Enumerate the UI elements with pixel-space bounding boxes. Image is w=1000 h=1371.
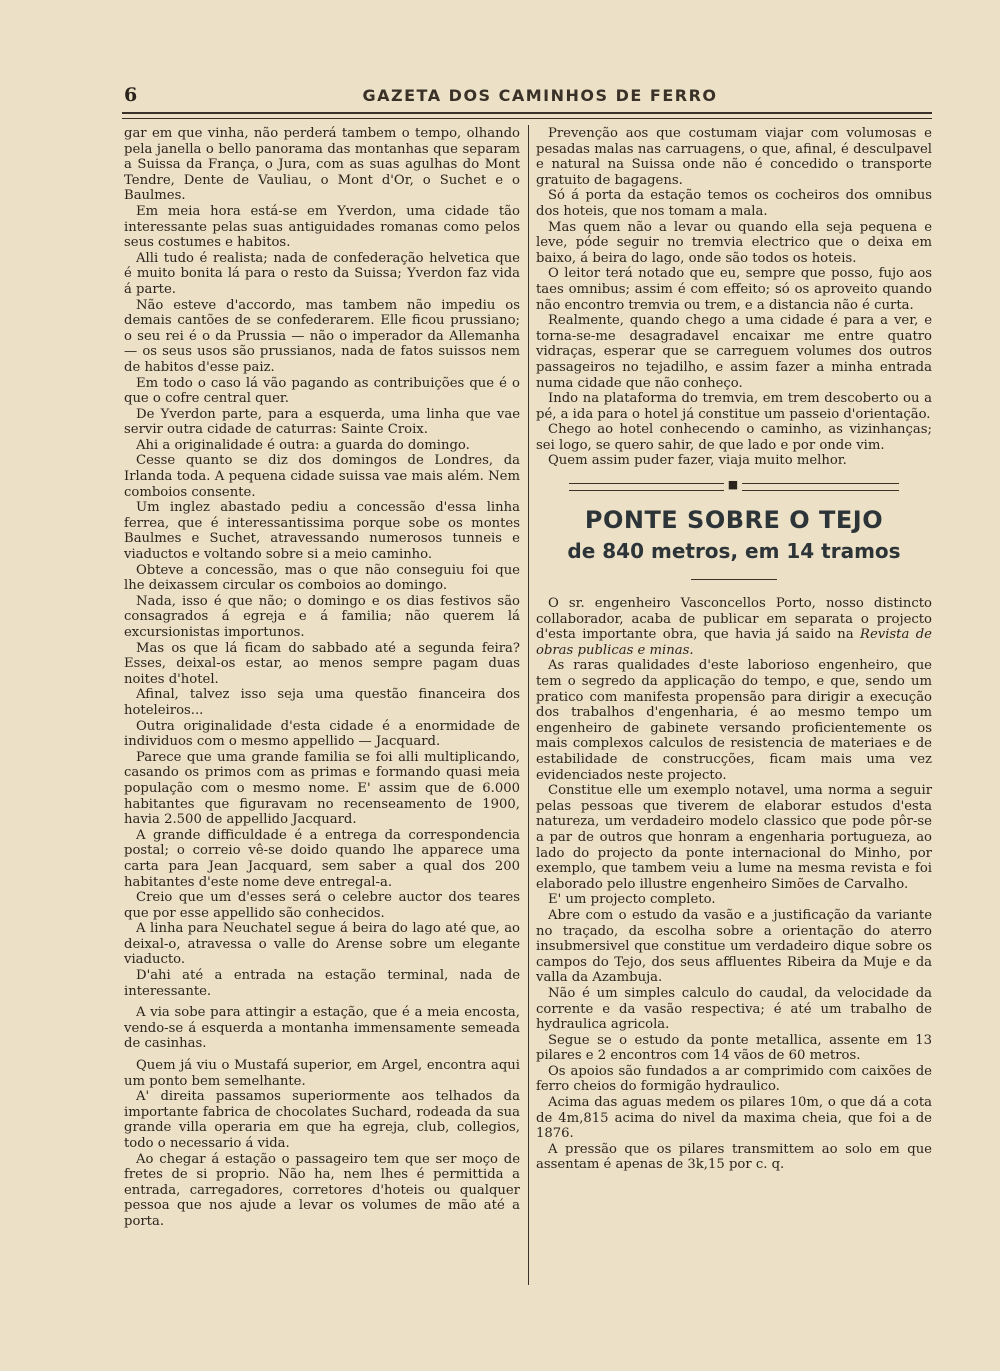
page-number: 6: [124, 84, 138, 106]
paragraph: Os apoios são fundados a ar comprimido com caixões de ferro cheios do formigão hydraulico.: [536, 1063, 932, 1095]
paragraph: De Yverdon parte, para a esquerda, uma linha que vae servir outra cidade de caturras: Sainte Croix.: [124, 406, 520, 438]
paragraph: Constitue elle um exemplo notavel, uma norma a seguir pelas pessoas que tiverem de elaborar estudos d'esta natureza, um verdadeiro modelo classico que pode pôr-se a par de outros que honram a engenharia portugueza, ao lado do projecto da ponte internacional do Minho, por exemplo, que tambem veiu a lume na mesma revista e foi elaborado pelo illustre engenheiro Simões de Carvalho.: [536, 783, 932, 892]
right-column: [536, 126, 932, 1173]
paragraph: A via sobe para attingir a estação, que é a meia encosta, vendo-se á esquerda a montanha immensamente semeada de casinhas.: [124, 1005, 520, 1052]
paragraph: Mas quem não a levar ou quando ella seja pequena e leve, póde seguir no tremvia electrico que o deixa em baixo, á beira do lago, onde são todos os hoteis.: [536, 219, 932, 266]
paragraph: A' direita passamos superiormente aos telhados da importante fabrica de chocolates Suchard, rodeada da sua grande villa operaria em que ha egreja, club, collegios, todo o necessario á vida.: [124, 1089, 520, 1151]
paragraph: Quem já viu o Mustafá superior, em Argel, encontra aqui um ponto bem semelhante.: [124, 1058, 520, 1089]
paragraph: Prevenção aos que costumam viajar com volumosas e pesadas malas nas carruagens, o que, afinal, é desculpavel e natural na Suissa onde não é concedido o transporte gratuito de bagagens.: [536, 126, 932, 188]
paragraph: Outra originalidade d'esta cidade é a enormidade de individuos com o mesmo appellido — Jacquard.: [124, 718, 520, 750]
paragraph: Cesse quanto se diz dos domingos de Londres, da Irlanda toda. A pequena cidade suissa vae mais além. Nem comboios consente.: [124, 453, 520, 500]
paragraph: Afinal, talvez isso seja uma questão financeira dos hoteleiros...: [124, 687, 520, 718]
paragraph: A pressão que os pilares transmittem ao solo em que assentam é apenas de 3k,15 por c. q.: [536, 1141, 932, 1173]
paragraph: Realmente, quando chego a uma cidade é para a ver, e torna-se-me desagradavel encaixar me entre quatro vidraças, esperar que se carreguem volumes dos outros passageiros no tejadilho, e assim fazer a minha entrada numa cidade que não conheço.: [536, 313, 932, 391]
running-title: GAZETA DOS CAMINHOS DE FERRO: [362, 86, 718, 105]
intro-text: O sr. engenheiro Vasconcellos Porto, nosso distincto collaborador, acaba de publicar em separata o projecto d'esta importante obra, que havia já saido na: [536, 596, 932, 643]
paragraph: Ao chegar á estação o passageiro tem que ser moço de fretes de si proprio. Não ha, nem lhes é permittida a entrada, carregadores, corretores d'hoteis ou qualquer pessoa que nos ajude a levar os volumes de mão até a porta.: [124, 1151, 520, 1229]
paragraph: O leitor terá notado que eu, sempre que posso, fujo aos taes omnibus; assim é com effeito; só os aproveito quando não encontro tremvia ou trem, e a distancia não é curta.: [536, 266, 932, 313]
paragraph: Abre com o estudo da vasão e a justificação da variante no traçado, da escolha sobre a orientação do aterro insubmersivel que constitue um verdadeiro dique sobre os campos do Tejo, dos seus affluentes Ribeira da Muje e da valla da Azambuja.: [536, 907, 932, 986]
left-column: [124, 126, 520, 1230]
paragraph: E' um projecto completo.: [548, 892, 716, 908]
column-divider: [528, 125, 529, 1285]
paragraph: Parece que uma grande familia se foi alli multiplicando, casando os primos com as primas e formando quasi meia população com o mesmo nome. E' assim que de 6.000 habitantes que figuravam no recenseamento de 1900, havia 2.500 de appellido Jacquard.: [124, 749, 520, 828]
paragraph: Um inglez abastado pediu a concessão d'essa linha ferrea, que é interessantissima porque sobe os montes Baulmes e Suchet, atravessando numerosos tunneis e viaductos e voltando sobre si a meio caminho.: [124, 500, 520, 563]
paragraph: gar em que vinha, não perderá tambem o tempo, olhando pela janella o bello panorama das montanhas que separam a Suissa da França, o Jura, com as suas agulhas do Mont Tendre, Dente de Vauliau, o Mont d'Or, o Suchet e o Baulmes.: [124, 126, 520, 204]
paragraph: Não é um simples calculo do caudal, da velocidade da corrente e da vasão respectiva; é até um trabalho de hydraulica agricola.: [536, 985, 932, 1033]
paragraph: Chego ao hotel conhecendo o caminho, as vizinhanças; sei logo, se quero sahir, de que lado e por onde vim.: [536, 422, 932, 453]
locomotive-icon: ■: [724, 478, 742, 492]
paragraph: Alli tudo é realista; nada de confederação helvetica que é muito bonita lá para o resto da Suissa; Yverdon faz vida á parte.: [124, 250, 520, 297]
paragraph: Em meia hora está-se em Yverdon, uma cidade tão interessante pelas suas antiguidades romanas como pelos seus costumes e habitos.: [124, 203, 520, 251]
article-subtitle: de 840 metros, em 14 tramos: [567, 539, 901, 564]
paragraph: Nada, isso é que não; o domingo e os dias festivos são consagrados á egreja e á familia; não querem lá excursionistas importunos.: [124, 593, 520, 640]
paragraph: Quem assim puder fazer, viaja muito melhor.: [548, 453, 847, 469]
paragraph: D'ahi até a entrada na estação terminal, nada de interessante.: [124, 968, 520, 999]
paragraph: Mas os que lá ficam do sabbado até a segunda feira? Esses, deixal-os estar, ao menos sempre pagam duas noites d'hotel.: [124, 640, 520, 687]
header-rule: [122, 112, 932, 119]
article-title: PONTE SOBRE O TEJO: [584, 506, 884, 535]
article-intro: [536, 596, 932, 658]
title-rule: [691, 579, 777, 580]
paragraph: Obteve a concessão, mas o que não conseguiu foi que lhe deixassem circular os comboios ao domingo.: [124, 562, 520, 594]
paragraph: Indo na plataforma do tremvia, em trem descoberto ou a pé, a ida para o hotel já constitue um passeio d'orientação.: [536, 391, 932, 422]
section-ornament: [569, 478, 899, 492]
journal-name: Revista de obras publicas e minas.: [536, 627, 932, 658]
paragraph: Segue se o estudo da ponte metallica, assente em 13 pilares e 2 encontros com 14 vãos de 60 metros.: [536, 1032, 932, 1064]
paragraph: Em todo o caso lá vão pagando as contribuições que é o que o cofre central quer.: [124, 375, 520, 407]
paragraph: Acima das aguas medem os pilares 10m, o que dá a cota de 4m,815 acima do nivel da maxima cheia, que foi a de 1876.: [536, 1095, 932, 1142]
paragraph: As raras qualidades d'este laborioso engenheiro, que tem o segredo da applicação do tempo, e que, sendo um pratico com manifesta propensão para dirigir a execução dos trabalhos d'engenharia, é ao mesmo tempo um engenheiro de gabinete versando proficientemente os mais complexos calculos de resistencia de materiaes e de estabilidade de construcções, ficam mais uma vez evidenciados neste projecto.: [536, 658, 932, 783]
paragraph: A grande difficuldade é a entrega da correspondencia postal; o correio vê-se doido quando lhe apparece uma carta para Jean Jacquard, sem saber a qual dos 200 habitantes d'este nome deve entregal-a.: [124, 827, 520, 890]
paragraph: Só á porta da estação temos os cocheiros dos omnibus dos hoteis, que nos tomam a mala.: [536, 188, 932, 219]
paragraph: Creio que um d'esses será o celebre auctor dos teares que por esse appellido são conhecidos.: [124, 890, 520, 921]
paragraph: Não esteve d'accordo, mas tambem não impediu os demais cantões de se confederarem. Elle ficou prussiano; o seu rei é o da Prussia — não o imperador da Allemanha — os seus usos são prussianos, nada de fatos suissos nem de habitos d'esse paiz.: [124, 297, 520, 375]
paragraph: A linha para Neuchatel segue á beira do lago até que, ao deixal-o, atravessa o valle do Arense sobre um elegante viaducto.: [124, 921, 520, 968]
paragraph: Ahi a originalidade é outra: a guarda do domingo.: [136, 437, 470, 453]
